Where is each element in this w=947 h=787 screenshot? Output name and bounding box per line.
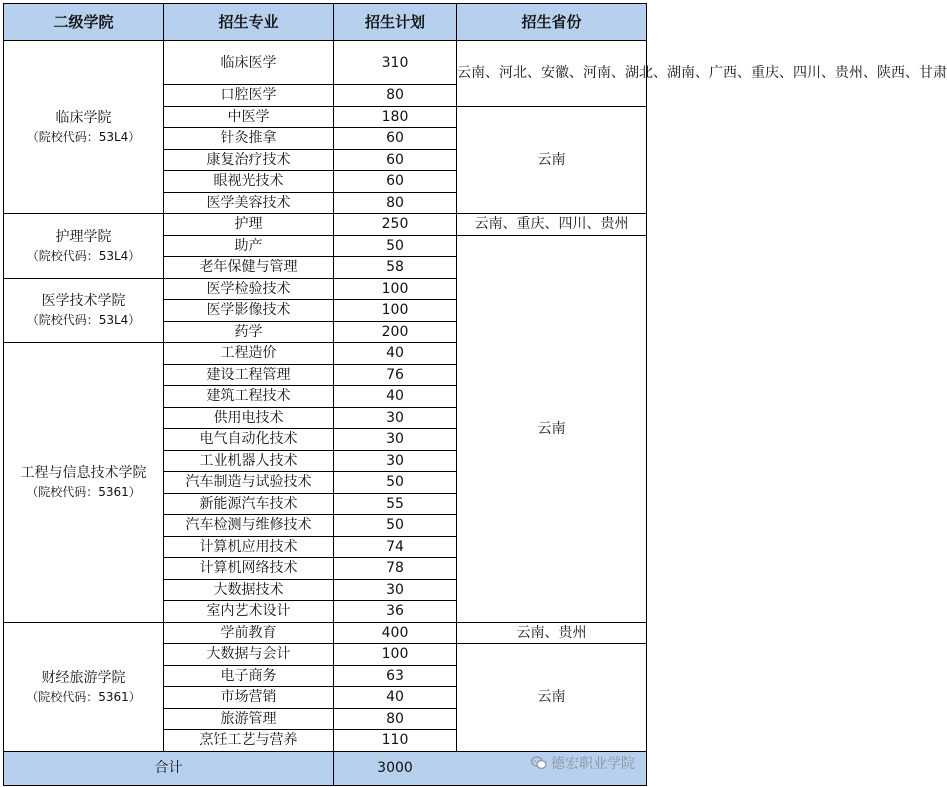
major-cell: 汽车制造与试验技术 [164,472,334,494]
plan-cell: 58 [334,257,457,279]
major-cell: 学前教育 [164,622,334,644]
table-row [4,41,647,85]
major-cell: 市场营销 [164,687,334,709]
major-cell: 工业机器人技术 [164,450,334,472]
plan-cell: 100 [334,278,457,300]
header-province: 招生省份 [457,4,647,41]
major-cell: 新能源汽车技术 [164,493,334,515]
plan-cell: 100 [334,644,457,666]
plan-cell: 40 [334,687,457,709]
college-cell [4,41,164,214]
plan-cell: 60 [334,128,457,150]
plan-cell: 40 [334,386,457,408]
plan-cell: 80 [334,708,457,730]
plan-cell: 36 [334,601,457,623]
major-cell: 计算机应用技术 [164,536,334,558]
plan-cell: 30 [334,429,457,451]
major-cell: 中医学 [164,106,334,128]
major-cell: 医学美容技术 [164,192,334,214]
college-cell [4,343,164,623]
plan-cell: 200 [334,321,457,343]
major-cell: 临床医学 [164,41,334,85]
plan-cell: 63 [334,665,457,687]
province-cell: 云南、贵州 [457,622,647,644]
plan-cell: 50 [334,515,457,537]
plan-cell: 310 [334,41,457,85]
major-cell: 药学 [164,321,334,343]
watermark [531,753,635,773]
wechat-icon [531,756,547,770]
major-cell: 室内艺术设计 [164,601,334,623]
plan-cell: 78 [334,558,457,580]
major-cell: 医学影像技术 [164,300,334,322]
table-row [4,622,647,644]
college-code: （院校代码：53L4） [26,130,141,144]
plan-cell: 400 [334,622,457,644]
plan-cell: 30 [334,407,457,429]
province-cell: 云南 [457,106,647,214]
plan-cell: 30 [334,450,457,472]
plan-cell: 80 [334,85,457,107]
major-cell: 大数据技术 [164,579,334,601]
major-cell: 计算机网络技术 [164,558,334,580]
college-cell [4,278,164,343]
college-name: 临床学院 [55,110,112,126]
plan-cell: 30 [334,579,457,601]
total-value: 3000 [334,751,647,785]
major-cell: 供用电技术 [164,407,334,429]
major-cell: 针灸推拿 [164,128,334,150]
major-cell: 电子商务 [164,665,334,687]
major-cell: 大数据与会计 [164,644,334,666]
major-cell: 汽车检测与维修技术 [164,515,334,537]
college-code: （院校代码：53L4） [26,248,141,263]
major-cell: 工程造价 [164,343,334,365]
plan-cell: 74 [334,536,457,558]
header-plan: 招生计划 [334,4,457,41]
major-cell: 建设工程管理 [164,364,334,386]
plan-cell: 100 [334,300,457,322]
province-cell: 云南 [457,235,647,622]
header-row [4,4,647,41]
watermark-text: 德宏职业学院 [551,756,635,772]
college-code: （院校代码：5361） [26,485,141,500]
major-cell: 老年保健与管理 [164,257,334,279]
major-cell: 康复治疗技术 [164,149,334,171]
college-cell [4,214,164,279]
major-cell: 护理 [164,214,334,236]
province-cell: 云南、重庆、四川、贵州 [457,214,647,236]
header-college: 二级学院 [4,4,164,41]
table-row [4,214,647,236]
college-code: （院校代码：53L4） [26,313,141,328]
plan-cell: 55 [334,493,457,515]
major-cell: 医学检验技术 [164,278,334,300]
major-cell: 建筑工程技术 [164,386,334,408]
plan-cell: 50 [334,235,457,257]
major-cell: 烹饪工艺与营养 [164,730,334,752]
college-name: 工程与信息技术学院 [20,465,147,482]
plan-cell: 250 [334,214,457,236]
college-name: 财经旅游学院 [41,669,126,686]
total-label: 合计 [4,751,334,785]
plan-cell: 50 [334,472,457,494]
major-cell: 旅游管理 [164,708,334,730]
header-major: 招生专业 [164,4,334,41]
plan-cell: 180 [334,106,457,128]
plan-cell: 60 [334,171,457,193]
college-name: 护理学院 [55,228,112,245]
plan-cell: 60 [334,149,457,171]
plan-cell: 76 [334,364,457,386]
college-name: 医学技术学院 [41,293,126,310]
major-cell: 助产 [164,235,334,257]
major-cell: 电气自动化技术 [164,429,334,451]
college-code: （院校代码：5361） [26,689,141,704]
enrollment-plan-table [3,3,947,786]
province-cell: 云南、河北、安徽、河南、湖北、湖南、广西、重庆、四川、贵州、陕西、甘肃 [457,41,647,107]
plan-cell: 110 [334,730,457,752]
college-cell [4,622,164,751]
plan-cell: 80 [334,192,457,214]
plan-cell: 40 [334,343,457,365]
major-cell: 口腔医学 [164,85,334,107]
major-cell: 眼视光技术 [164,171,334,193]
province-cell: 云南 [457,644,647,752]
